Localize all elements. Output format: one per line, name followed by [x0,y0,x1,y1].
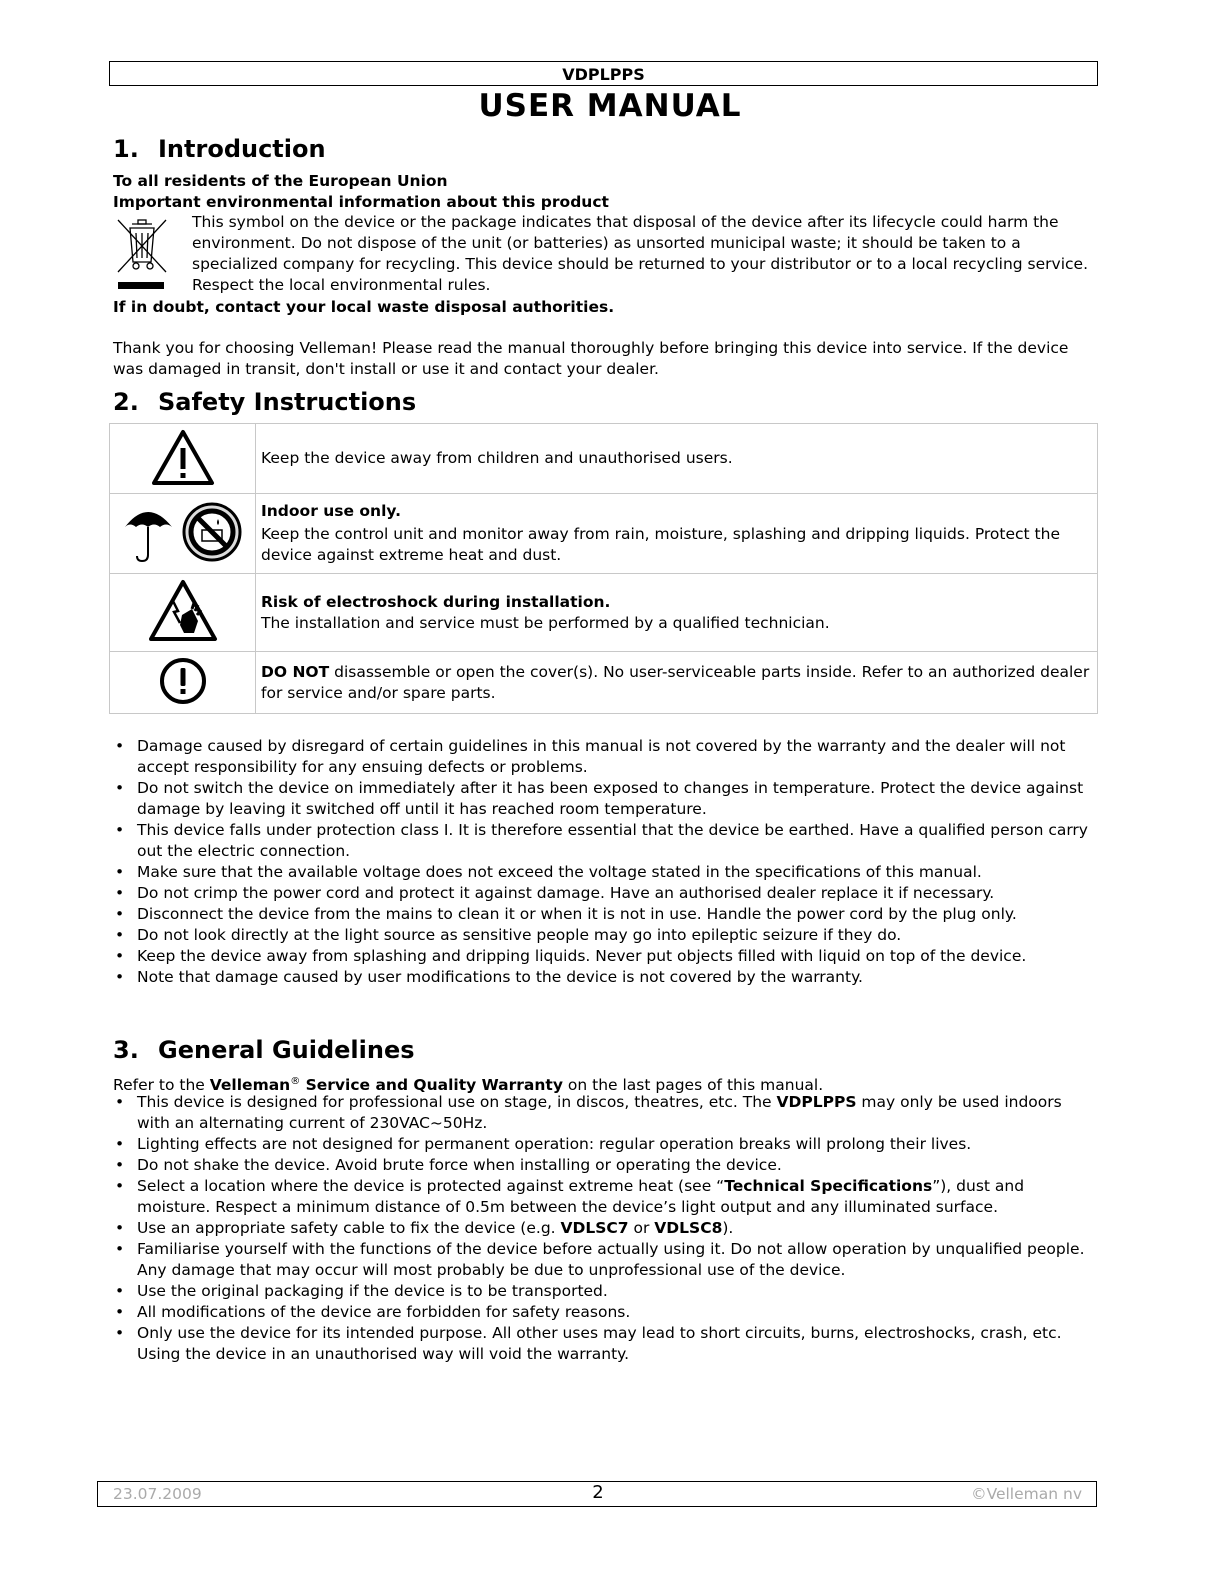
electroshock-label: Risk of electroshock during installation. [261,592,611,611]
section-1-title: Introduction [158,135,326,163]
registered-mark: ® [290,1076,301,1087]
disposal-doubt-line: If in doubt, contact your local waste disposal authorities. [113,298,615,316]
warranty-name: Service and Quality Warranty [300,1076,563,1095]
page-number: 2 [592,1482,604,1503]
indoor-use-text: Keep the control unit and monitor away from rain, moisture, splashing and dripping liquids. Protect the device against extreme heat and dust. [261,525,1060,564]
safety-bullet-list [113,736,1098,988]
section-2-number: 2. [113,388,139,416]
model-name: VDPLPPS [562,65,645,84]
warranty-intro-pre: Refer to the [113,1076,210,1095]
section-3-number: 3. [113,1036,139,1064]
list-item: • Do not crimp the power cord and protect it against damage. Have an authorised dealer replace it if necessary. [113,883,1098,904]
warranty-intro-post: on the last pages of this manual. [562,1076,824,1095]
safety-text-electroshock [256,574,1098,652]
safety-table [109,423,1098,714]
page-footer [97,1481,1097,1507]
section-2-heading [113,388,416,416]
thank-you-paragraph: Thank you for choosing Velleman! Please read the manual thoroughly before bringing this device into service. If the device was damaged in transit, don't install or use it and contact your dealer. [113,339,1069,378]
list-item: • Damage caused by disregard of certain guidelines in this manual is not covered by the warranty and the dealer will not accept responsibility for any ensuing defects or problems. [113,736,1098,778]
list-item: • This device is designed for professional use on stage, in discos, theatres, etc. The VDPLPPS may only be used indoors with an alternating current of 230VAC~50Hz. [113,1092,1098,1134]
list-item: • Lighting effects are not designed for permanent operation: regular operation breaks will prolong their lives. [113,1134,1098,1155]
electroshock-triangle-icon [110,574,256,652]
list-item: • Do not look directly at the light source as sensitive people may go into epileptic seizure if they do. [113,925,1098,946]
guidelines-bullet-list [113,1092,1098,1365]
list-item: • Use the original packaging if the device is to be transported. [113,1281,1098,1302]
safety-row-indoor [110,494,1098,574]
safety-text-children: Keep the device away from children and unauthorised users. [256,424,1098,494]
list-item: • Disconnect the device from the mains to clean it or when it is not in use. Handle the power cord by the plug only. [113,904,1098,925]
list-item: • Only use the device for its intended purpose. All other uses may lead to short circuits, burns, electroshocks, crash, etc. Using the device in an unauthorised way will void the warranty. [113,1323,1098,1365]
list-item: • Note that damage caused by user modifications to the device is not covered by the warranty. [113,967,1098,988]
section-2-title: Safety Instructions [158,388,417,416]
safety-text-disassemble [256,652,1098,714]
footer-date: 23.07.2009 [113,1485,202,1503]
eu-residents-line: To all residents of the European Union [113,172,448,190]
weee-bin-icon [114,216,168,292]
do-not-label: DO NOT [261,662,330,681]
footer-copyright: ©Velleman nv [971,1485,1082,1503]
env-info-heading: Important environmental information about this product [113,193,609,211]
list-item: • All modifications of the device are forbidden for safety reasons. [113,1302,1098,1323]
list-item: • Do not shake the device. Avoid brute force when installing or operating the device. [113,1155,1098,1176]
safety-row-children [110,424,1098,494]
list-item: • Make sure that the available voltage does not exceed the voltage stated in the specifications of this manual. [113,862,1098,883]
section-1-heading [113,135,326,163]
page-title: USER MANUAL [478,88,742,124]
list-item: • This device falls under protection class I. It is therefore essential that the device be earthed. Have a qualified person carry out the electric connection. [113,820,1098,862]
safety-row-disassemble [110,652,1098,714]
umbrella-no-dripping-icon [110,494,256,574]
env-info-text: This symbol on the device or the package indicates that disposal of the device after its lifecycle could harm the environment. Do not dispose of the unit (or batteries) as unsorted municipal waste; it should be taken to a specialized company for recycling. This device should be returned to your distributor or to a local recycling service. Respect the local environmental rules. [192,213,1089,294]
safety-text-indoor [256,494,1098,574]
list-item: • Use an appropriate safety cable to fix the device (e.g. VDLSC7 or VDLSC8). [113,1218,1098,1239]
list-item: • Familiarise yourself with the functions of the device before actually using it. Do not allow operation by unqualified people. Any damage that may occur will most probably be due to unprofessional use of the device. [113,1239,1098,1281]
velleman-brand: Velleman [209,1076,291,1095]
section-3-title: General Guidelines [158,1036,415,1064]
disassemble-text: disassemble or open the cover(s). No user-serviceable parts inside. Refer to an authorized dealer for service and/or spare parts. [261,662,1090,702]
indoor-use-label: Indoor use only. [261,502,401,520]
safety-row-electroshock [110,574,1098,652]
section-3-heading [113,1036,415,1064]
list-item: • Do not switch the device on immediately after it has been exposed to changes in temperature. Protect the device against damage by leaving it switched off until it has reached room temperature. [113,778,1098,820]
list-item: • Keep the device away from splashing and dripping liquids. Never put objects filled with liquid on top of the device. [113,946,1098,967]
section-1-number: 1. [113,135,139,163]
model-header [109,61,1098,86]
electroshock-text: The installation and service must be performed by a qualified technician. [261,613,830,632]
exclamation-circle-icon [110,652,256,714]
list-item: • Select a location where the device is protected against extreme heat (see “Technical Specifications”), dust and moisture. Respect a minimum distance of 0.5m between the device’s light output and any illuminated surface. [113,1176,1098,1218]
warning-triangle-icon [110,424,256,494]
